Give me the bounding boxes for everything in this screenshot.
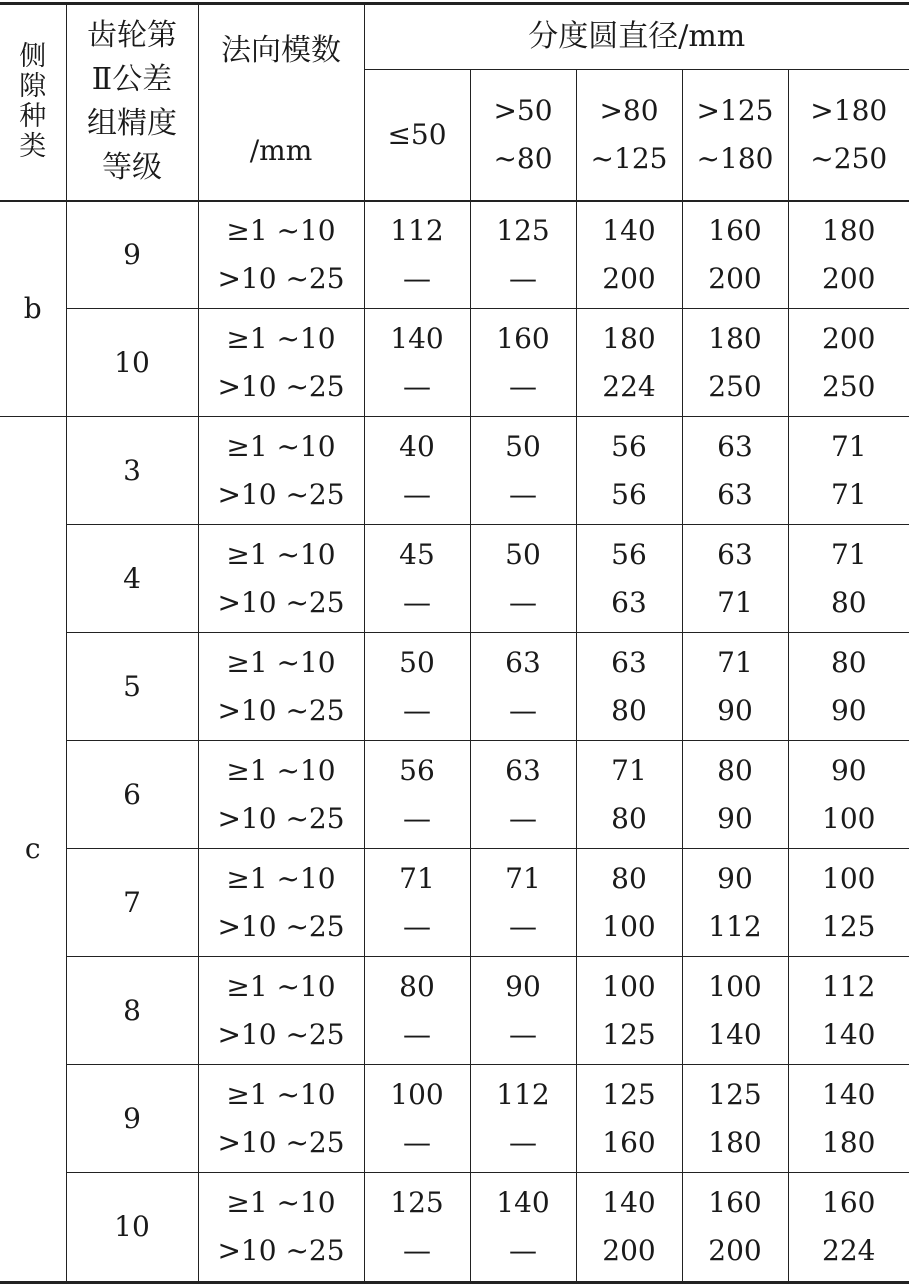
value-large-module: 160 <box>602 1125 656 1159</box>
value-small-module: 160 <box>822 1186 876 1219</box>
module-range-large: >10 ~25 <box>217 1017 345 1051</box>
value-large-module: 250 <box>822 369 876 403</box>
value-small-module: 63 <box>505 753 541 787</box>
value-large-module: 63 <box>717 477 753 511</box>
value-small-module: 50 <box>399 645 435 679</box>
value-small-module: 63 <box>717 429 753 463</box>
backlash-value-cell <box>682 957 788 1065</box>
backlash-value-cell <box>788 309 909 417</box>
value-large-module: 180 <box>708 1125 762 1159</box>
backlash-value-cell <box>576 1173 682 1283</box>
value-large-module: 125 <box>822 909 876 943</box>
value-small-module: 100 <box>390 1077 444 1111</box>
precision-grade-cell: 5 <box>66 633 198 741</box>
backlash-value-cell <box>364 309 470 417</box>
backlash-value-cell <box>364 957 470 1065</box>
backlash-value-cell <box>364 201 470 309</box>
backlash-value-cell <box>470 1065 576 1173</box>
value-small-module: 90 <box>717 861 753 895</box>
value-small-module: 160 <box>496 321 550 355</box>
backlash-value-cell <box>788 1065 909 1173</box>
value-large-module: 80 <box>611 801 647 835</box>
value-small-module: 112 <box>822 969 876 1003</box>
value-small-module: 140 <box>390 321 444 355</box>
value-large-module: — <box>403 909 431 943</box>
backlash-value-cell <box>576 633 682 741</box>
precision-grade-cell: 9 <box>66 201 198 309</box>
value-small-module: 63 <box>611 645 647 679</box>
value-small-module: 125 <box>496 213 550 247</box>
module-range-small: ≥1 ~10 <box>226 1077 336 1111</box>
module-range-small: ≥1 ~10 <box>226 969 336 1003</box>
value-small-module: 80 <box>611 861 647 895</box>
precision-grade-cell: 3 <box>66 417 198 525</box>
module-range-cell <box>198 633 364 741</box>
header-normal-module: 法向模数 /mm <box>198 4 364 201</box>
value-large-module: 250 <box>708 369 762 403</box>
precision-grade-cell: 7 <box>66 849 198 957</box>
module-range-cell <box>198 1065 364 1173</box>
value-small-module: 71 <box>830 429 867 463</box>
module-range-small: ≥1 ~10 <box>226 645 336 679</box>
backlash-value-cell <box>576 417 682 525</box>
value-large-module: — <box>509 477 537 511</box>
value-large-module: 200 <box>708 261 762 295</box>
header-pitch-diameter: 分度圆直径/mm <box>364 4 909 70</box>
backlash-type-cell: c <box>0 417 66 1283</box>
value-large-module: — <box>403 801 431 835</box>
table-row <box>0 201 909 309</box>
value-large-module: — <box>403 477 431 511</box>
value-small-module: 140 <box>602 1186 656 1219</box>
value-small-module: 40 <box>399 429 435 463</box>
backlash-value-cell <box>682 201 788 309</box>
value-large-module: — <box>509 585 537 619</box>
value-large-module: — <box>403 1125 431 1159</box>
table-row <box>0 633 909 741</box>
value-large-module: — <box>509 909 537 943</box>
backlash-value-cell <box>364 849 470 957</box>
backlash-value-cell <box>470 525 576 633</box>
table-row <box>0 741 909 849</box>
backlash-value-cell <box>682 741 788 849</box>
backlash-value-cell <box>470 849 576 957</box>
value-small-module: 160 <box>708 213 762 247</box>
table-row <box>0 309 909 417</box>
module-range-large: >10 ~25 <box>217 909 345 943</box>
module-range-cell <box>198 201 364 309</box>
value-small-module: 100 <box>708 969 762 1003</box>
value-large-module: — <box>509 693 537 727</box>
value-small-module: 100 <box>602 969 656 1003</box>
backlash-value-cell <box>576 1065 682 1173</box>
backlash-value-cell <box>788 417 909 525</box>
module-range-large: >10 ~25 <box>217 261 345 295</box>
header-diameter-range: >125 ~180 <box>682 70 788 201</box>
value-small-module: 63 <box>505 645 541 679</box>
value-small-module: 56 <box>399 753 435 787</box>
value-small-module: 71 <box>505 861 541 895</box>
backlash-value-cell <box>788 849 909 957</box>
precision-grade-cell: 10 <box>66 1173 198 1283</box>
precision-grade-cell: 9 <box>66 1065 198 1173</box>
value-small-module: 125 <box>708 1077 762 1111</box>
value-small-module: 56 <box>611 537 647 571</box>
value-large-module: — <box>403 585 431 619</box>
header-backlash-type: 侧 隙 种 类 <box>0 4 66 201</box>
table-body <box>0 201 909 1283</box>
backlash-value-cell <box>576 741 682 849</box>
value-large-module: 112 <box>708 909 762 943</box>
precision-grade-cell: 8 <box>66 957 198 1065</box>
module-range-cell <box>198 849 364 957</box>
module-range-large: >10 ~25 <box>217 693 345 727</box>
value-large-module: 80 <box>830 585 867 619</box>
value-small-module: 80 <box>399 969 435 1003</box>
backlash-value-cell <box>682 633 788 741</box>
backlash-value-cell <box>470 201 576 309</box>
value-large-module: 63 <box>611 585 647 619</box>
module-range-cell <box>198 741 364 849</box>
value-large-module: — <box>403 1017 431 1051</box>
value-small-module: 80 <box>830 645 867 679</box>
value-large-module: 224 <box>822 1234 876 1267</box>
value-large-module: 200 <box>602 261 656 295</box>
backlash-value-cell <box>576 309 682 417</box>
value-large-module: — <box>509 1125 537 1159</box>
backlash-value-cell <box>470 633 576 741</box>
backlash-value-cell <box>470 417 576 525</box>
value-large-module: — <box>509 369 537 403</box>
backlash-table <box>0 2 909 1284</box>
value-large-module: — <box>403 369 431 403</box>
value-small-module: 140 <box>822 1077 876 1111</box>
backlash-value-cell <box>364 417 470 525</box>
backlash-value-cell <box>364 525 470 633</box>
value-large-module: 80 <box>611 693 647 727</box>
value-small-module: 125 <box>602 1077 656 1111</box>
backlash-value-cell <box>576 957 682 1065</box>
value-large-module: — <box>403 261 431 295</box>
value-large-module: 100 <box>602 909 656 943</box>
backlash-value-cell <box>682 1065 788 1173</box>
table-row <box>0 1173 909 1283</box>
module-range-large: >10 ~25 <box>217 1125 345 1159</box>
backlash-value-cell <box>364 633 470 741</box>
value-small-module: 50 <box>505 537 541 571</box>
value-small-module: 140 <box>496 1186 550 1219</box>
header-diameter-range: >80 ~125 <box>576 70 682 201</box>
header-diameter-range: >50 ~80 <box>470 70 576 201</box>
module-range-small: ≥1 ~10 <box>226 213 336 247</box>
value-small-module: 71 <box>611 753 647 787</box>
backlash-value-cell <box>788 201 909 309</box>
value-large-module: 200 <box>708 1234 762 1267</box>
module-range-large: >10 ~25 <box>217 1234 345 1267</box>
value-large-module: 90 <box>830 693 867 727</box>
backlash-value-cell <box>364 1065 470 1173</box>
value-small-module: 71 <box>717 645 753 679</box>
backlash-value-cell <box>576 525 682 633</box>
module-range-large: >10 ~25 <box>217 801 345 835</box>
value-large-module: — <box>509 261 537 295</box>
backlash-value-cell <box>682 309 788 417</box>
backlash-type-cell: b <box>0 201 66 417</box>
backlash-value-cell <box>470 309 576 417</box>
value-small-module: 112 <box>390 213 444 247</box>
value-small-module: 90 <box>505 969 541 1003</box>
module-range-cell <box>198 957 364 1065</box>
value-small-module: 71 <box>399 861 435 895</box>
value-small-module: 180 <box>602 321 656 355</box>
value-small-module: 160 <box>708 1186 762 1219</box>
value-large-module: 224 <box>602 369 656 403</box>
module-range-cell <box>198 1173 364 1283</box>
module-range-large: >10 ~25 <box>217 369 345 403</box>
value-large-module: 140 <box>822 1017 876 1051</box>
value-large-module: — <box>403 693 431 727</box>
value-large-module: 90 <box>717 693 753 727</box>
value-small-module: 180 <box>822 213 876 247</box>
backlash-value-cell <box>682 417 788 525</box>
value-small-module: 45 <box>399 537 435 571</box>
module-range-cell <box>198 525 364 633</box>
value-small-module: 112 <box>496 1077 550 1111</box>
module-range-small: ≥1 ~10 <box>226 1186 336 1219</box>
value-small-module: 140 <box>602 213 656 247</box>
value-large-module: — <box>509 1234 537 1267</box>
value-small-module: 56 <box>611 429 647 463</box>
precision-grade-cell: 10 <box>66 309 198 417</box>
value-small-module: 200 <box>822 321 876 355</box>
backlash-value-cell <box>364 1173 470 1283</box>
value-large-module: 56 <box>611 477 647 511</box>
value-large-module: 71 <box>830 477 867 511</box>
backlash-value-cell <box>788 741 909 849</box>
value-large-module: 71 <box>717 585 753 619</box>
backlash-value-cell <box>470 1173 576 1283</box>
backlash-value-cell <box>682 1173 788 1283</box>
module-range-small: ≥1 ~10 <box>226 861 336 895</box>
backlash-value-cell <box>470 741 576 849</box>
header-precision-grade: 齿轮第 Ⅱ公差 组精度 等级 <box>66 4 198 201</box>
value-large-module: 125 <box>602 1017 656 1051</box>
value-large-module: 100 <box>822 801 876 835</box>
value-small-module: 90 <box>830 753 867 787</box>
backlash-value-cell <box>682 525 788 633</box>
value-small-module: 80 <box>717 753 753 787</box>
backlash-value-cell <box>788 1173 909 1283</box>
module-range-small: ≥1 ~10 <box>226 537 336 571</box>
value-small-module: 63 <box>717 537 753 571</box>
table-row <box>0 417 909 525</box>
table-row <box>0 849 909 957</box>
value-large-module: 200 <box>822 261 876 295</box>
module-range-cell <box>198 309 364 417</box>
module-range-large: >10 ~25 <box>217 477 345 511</box>
module-range-small: ≥1 ~10 <box>226 429 336 463</box>
value-small-module: 125 <box>390 1186 444 1219</box>
backlash-value-cell <box>364 741 470 849</box>
table-row <box>0 525 909 633</box>
module-range-large: >10 ~25 <box>217 585 345 619</box>
value-large-module: 180 <box>822 1125 876 1159</box>
backlash-value-cell <box>682 849 788 957</box>
backlash-value-cell <box>788 957 909 1065</box>
module-range-cell <box>198 417 364 525</box>
value-large-module: 200 <box>602 1234 656 1267</box>
precision-grade-cell: 4 <box>66 525 198 633</box>
backlash-value-cell <box>576 849 682 957</box>
value-large-module: 90 <box>717 801 753 835</box>
value-small-module: 50 <box>505 429 541 463</box>
table-row <box>0 1065 909 1173</box>
value-large-module: — <box>403 1234 431 1267</box>
backlash-value-cell <box>788 525 909 633</box>
value-small-module: 71 <box>830 537 867 571</box>
module-range-small: ≥1 ~10 <box>226 321 336 355</box>
header-diameter-range: ≤50 <box>364 70 470 201</box>
backlash-value-cell <box>788 633 909 741</box>
value-small-module: 100 <box>822 861 876 895</box>
backlash-value-cell <box>576 201 682 309</box>
header-diameter-range: >180 ~250 <box>788 70 909 201</box>
module-range-small: ≥1 ~10 <box>226 753 336 787</box>
value-large-module: 140 <box>708 1017 762 1051</box>
value-small-module: 180 <box>708 321 762 355</box>
backlash-value-cell <box>470 957 576 1065</box>
table-row <box>0 957 909 1065</box>
precision-grade-cell: 6 <box>66 741 198 849</box>
value-large-module: — <box>509 801 537 835</box>
value-large-module: — <box>509 1017 537 1051</box>
